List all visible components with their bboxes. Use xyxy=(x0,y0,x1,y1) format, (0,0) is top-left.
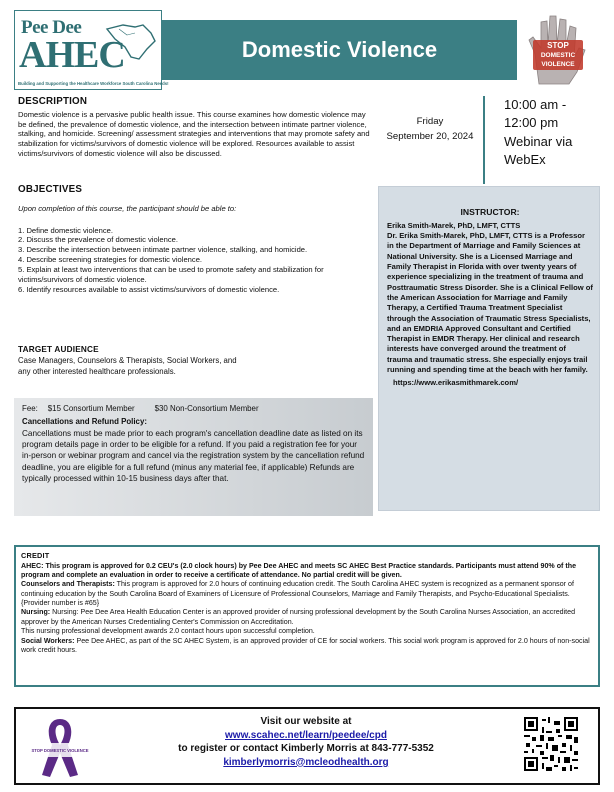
credit-nursing-2: This nursing professional development awards 2.0 contact hours upon successful completion. xyxy=(21,627,315,636)
credit-nursing xyxy=(21,608,593,627)
fee-non-member: $30 Non-Consortium Member xyxy=(154,404,259,413)
pee-dee-ahec-logo xyxy=(14,10,169,90)
credit-counselors-text: This program is approved for 2.0 hours of continuing education credit. The South Carolina AHEC system is recognized as a permanent sponsor of continuing education by the South Carolina Board of Examiners of Licensure of Professional Counselors, Marriage and Family Therapists, and Psycho-Educational Specialists. {Provider number is #65} xyxy=(21,580,574,608)
time-end: 12:00 pm xyxy=(504,115,559,131)
objectives-list xyxy=(18,226,378,295)
hand-text-domestic: DOMESTIC xyxy=(540,52,576,59)
credit-ahec-text: This program is approved for 0.2 CEU's (2.0 clock hours) by Pee Dee AHEC and meets SC AHEC Best Practice standards. Participants must attend 90% of the program and complete an evaluation in order to receive a certificate of attendance. No partial credit will be given. xyxy=(21,561,577,579)
footer-contact xyxy=(116,715,496,769)
credit-nursing-text: Nursing: Pee Dee Area Health Education Center is an approved provider of nursing professional development by the South Carolina Nurses Association, an accredited approver by the American Nurses Credentialing Center's Commission on Accreditation. xyxy=(21,608,576,626)
description-heading: DESCRIPTION xyxy=(18,96,88,107)
objectives-section xyxy=(18,184,378,295)
credit-counselors xyxy=(21,580,593,608)
objectives-intro: Upon completion of this course, the participant should be able to: xyxy=(18,203,237,213)
page-title: Domestic Violence xyxy=(241,37,438,62)
credit-section xyxy=(14,545,600,687)
credit-ahec xyxy=(21,562,593,581)
target-audience-section xyxy=(18,344,348,377)
logo-line-2: AHEC xyxy=(19,34,125,76)
fee-line xyxy=(22,404,365,415)
target-line-1: Case Managers, Counselors & Therapists, Social Workers, and xyxy=(18,356,237,366)
event-date xyxy=(382,115,478,145)
objective-item: 1. Define domestic violence. xyxy=(18,225,113,235)
stop-domestic-violence-hand-image xyxy=(517,10,600,90)
description-section xyxy=(18,96,376,159)
instructor-url[interactable]: https://www.erikasmithmarek.com/ xyxy=(393,378,519,388)
email-link[interactable]: kimberlymorris@mcleodhealth.org xyxy=(223,756,389,768)
objectives-heading: OBJECTIVES xyxy=(18,184,83,195)
event-day: Friday xyxy=(416,116,444,127)
format-line-2: WebEx xyxy=(504,152,546,168)
credit-nursing-label: Nursing: xyxy=(21,608,51,617)
format-line-1: Webinar via xyxy=(504,133,573,149)
policy-heading: Cancellations and Refund Policy: xyxy=(22,416,147,426)
objective-item: 2. Discuss the prevalence of domestic violence. xyxy=(18,235,178,245)
credit-ahec-label: AHEC: xyxy=(21,561,44,570)
time-start: 10:00 am - xyxy=(504,97,567,112)
target-heading: TARGET AUDIENCE xyxy=(18,345,99,354)
instructor-name: Erika Smith-Marek, PhD, LMFT, CTTS xyxy=(387,220,521,230)
logo-tagline: Building and Supporting the Healthcare Workforce South Carolina Needs! xyxy=(18,81,169,86)
instructor-heading: INSTRUCTOR: xyxy=(460,207,520,217)
credit-social-label: Social Workers: xyxy=(21,636,75,645)
fee-policy-box xyxy=(14,398,373,516)
objective-item: 5. Explain at least two interventions that can be used to promote safety and stabilization for victims/survivors of domestic violence. xyxy=(18,265,324,284)
fee-member: $15 Consortium Member xyxy=(47,404,135,413)
south-carolina-map-icon xyxy=(105,19,157,63)
hand-text-stop: STOP xyxy=(547,41,569,50)
hand-text-violence: VIOLENCE xyxy=(541,61,575,68)
objective-item: 6. Identify resources available to assist victims/survivors of domestic violence. xyxy=(18,284,280,294)
credit-social-text: Pee Dee AHEC, as part of the SC AHEC System, is an approved provider of CE for social workers. This social work program is approved for 2.0 hours of non-social work credit hours. xyxy=(21,636,590,654)
purple-ribbon-icon xyxy=(31,715,89,779)
footer xyxy=(14,707,600,785)
footer-register: to register or contact Kimberly Morris at 843-777-5352 xyxy=(178,743,434,754)
ribbon-text: STOP DOMESTIC VIOLENCE xyxy=(31,748,89,753)
policy-body: Cancellations must be made prior to each program's cancellation deadline date as listed on its program details page in order to be eligible for a refund. If you paid a registration fee for your in-person or webinar program and cancel via the registration system by the cancellation refund deadline, you are eligible for a full refund (minus any material fee, if applicable) Refunds are typically processed within 10-15 business days after that. xyxy=(22,428,365,484)
fee-label: Fee: xyxy=(22,404,38,413)
event-date-text: September 20, 2024 xyxy=(386,130,474,142)
title-banner xyxy=(162,20,517,80)
credit-counselors-label: Counselors and Therapists: xyxy=(21,580,115,589)
header xyxy=(14,10,600,90)
credit-heading: CREDIT xyxy=(21,551,50,560)
logo-line-1: Pee Dee xyxy=(21,17,82,38)
footer-visit: Visit our website at xyxy=(260,716,352,727)
objective-item: 4. Describe screening strategies for domestic violence. xyxy=(18,255,203,265)
objective-item: 3. Describe the intersection between intimate partner violence, stalking, and homicide. xyxy=(18,245,308,255)
website-link[interactable]: www.scahec.net/learn/peedee/cpd xyxy=(225,729,387,741)
event-time-format xyxy=(483,96,603,184)
description-body: Domestic violence is a pervasive public health issue. This course examines how domestic violence may be defined, the prevalence of domestic violence, and the intersection between intimate partner violence, stalking, and homicide. Screening/ assessment strategies and interventions that may promote safety and stabilization for victims/survivors of domestic violence will be explored. Resources available to assist victims/survivors of domestic violence will also be discussed. xyxy=(18,109,370,159)
target-line-2: any other interested healthcare professionals. xyxy=(18,366,176,376)
instructor-bio: Dr. Erika Smith-Marek, PhD, LMFT, CTTS is a Professor in the Department of Marriage and Family Sciences at National University. She is a Licensed Marriage and Family Therapist in Florida with over twenty years of experience specializing in the treatment of trauma and Posttraumatic Stress Disorder. She is a Clinical Fellow of the American Association for Marriage and Family Therapy, a Certified Trauma Treatment Specialist through the Association of Traumatic Stress Specialists, and an EMDRIA Approved Consultant and Certified Therapist in EMDR Therapy. Her clinical and research interests have converged around the treatment of trauma and traumatic stress. She especially enjoys trail running and spending time at the beach with her family. xyxy=(387,231,593,375)
credit-social xyxy=(21,637,593,656)
qr-code-icon[interactable] xyxy=(522,715,580,773)
instructor-panel xyxy=(378,186,600,511)
